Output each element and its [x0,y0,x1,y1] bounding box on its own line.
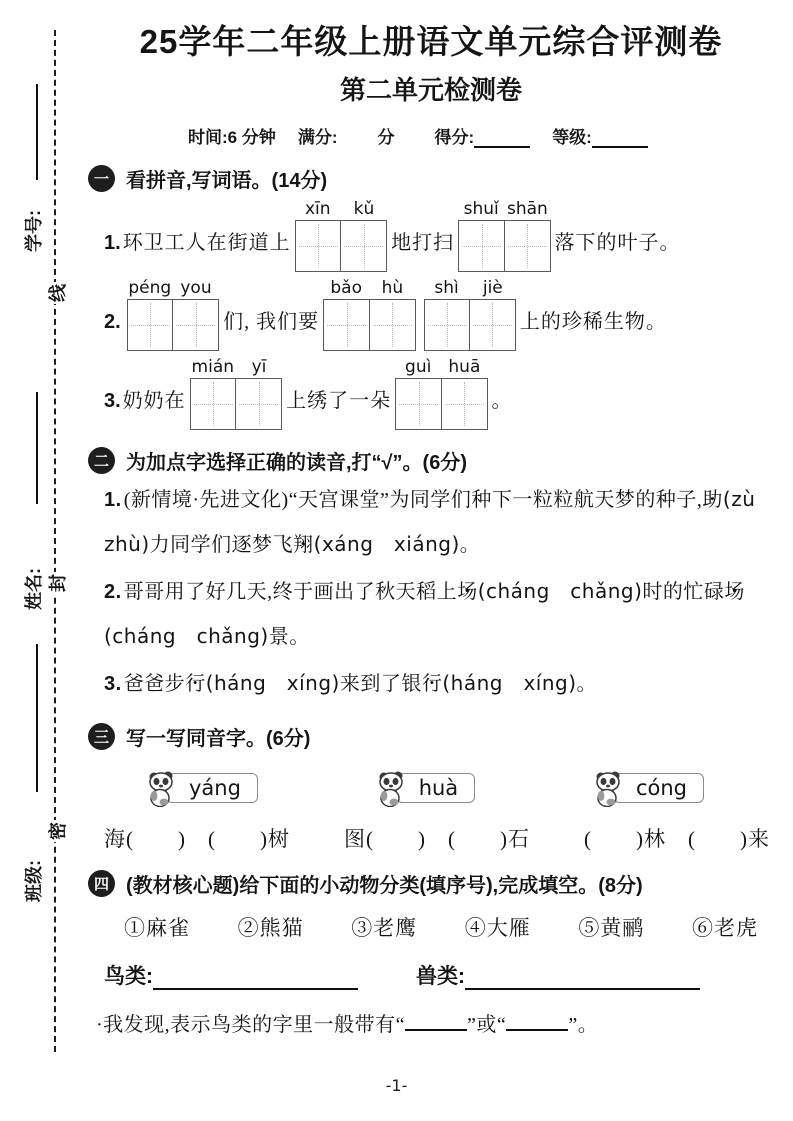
student-id-blank[interactable] [36,84,38,180]
animal-option: ③老鹰 [351,915,418,940]
write-box[interactable] [172,299,219,351]
exam-info-row [188,123,774,148]
item-text: (cháng chǎng)时的忙碌 [477,578,725,603]
pinyin-label: guì [405,356,432,377]
animal-option: ⑥老虎 [691,915,758,940]
pinyin-writebox-group [395,357,487,430]
pinyin-label: you [180,277,212,298]
item-text: (háng xíng)。 [442,670,598,695]
dotted-character: 场 • [724,581,745,603]
item-text: 上的珍稀生物。 [519,310,667,333]
paper-title: 25学年二年级上册语文单元综合评测卷 [139,23,723,60]
write-box[interactable] [295,220,342,272]
pinyin-writebox-group [458,199,550,272]
item-text: 。 [491,389,513,412]
section-2-number-icon: 二 [88,447,115,474]
section-2-header [88,446,774,475]
paper-subtitle: 第二单元检测卷 [339,74,522,105]
time-label: 时间:6 分钟 [188,127,276,147]
pinyin-label: jiè [482,277,503,298]
page-number: -1- [385,1076,408,1095]
section-4-header [88,869,774,898]
section-1-number-icon: 一 [88,165,115,192]
item-text: 爸爸步 [123,672,186,695]
item-text: ”或“ [467,1013,507,1036]
pinyin-writebox-group [127,278,219,351]
item-text: 们, 我们要 [223,310,320,333]
pinyin-writebox-group [190,357,282,430]
s2-item-1[interactable] [104,477,774,567]
discovery-blank-1[interactable] [405,1010,467,1031]
item-number: 1. [104,488,122,511]
full-score-label: 满分: [297,127,338,147]
pinyin-label: shì [434,277,459,298]
pinyin-label: xīn [305,198,331,219]
write-box[interactable] [458,220,505,272]
pinyin-tag [166,773,258,803]
pinyin-writebox-group [295,199,387,272]
s2-item-2[interactable] [104,569,774,659]
dotted-character: 助 • [702,489,723,511]
write-box[interactable] [395,378,442,430]
item-text: 奶奶在 [122,389,186,412]
section-4-title: (教材核心题)给下面的小动物分类(填序号),完成填空。(8分) [126,874,643,897]
pinyin-label: yī [251,356,267,377]
score-label: 得分: [434,127,475,147]
discovery-blank-2[interactable] [506,1010,568,1031]
write-box[interactable] [504,220,551,272]
section-2-title: 为加点字选择正确的读音,打“√”。(6分) [126,451,467,474]
dotted-character: 行 • [422,673,443,695]
item-text: 落下的叶子。 [554,231,681,254]
write-box[interactable] [190,378,237,430]
s1-item-3 [88,357,774,430]
beast-label: 兽类: [416,964,465,988]
dotted-character: 翔 • [293,534,314,556]
item-text: (zù zhù)力同学们逐梦飞 [104,486,776,556]
section-3-title: 写一写同音字。(6分) [126,727,311,750]
s2-item-3[interactable] [104,661,774,706]
pinyin-label: hù [381,277,404,298]
homophone-group: 海( ) ( )树 [104,826,290,851]
bird-label: 鸟类: [104,964,153,988]
tag-pinyin: huà [418,775,459,800]
item-text: (háng xíng)来到了银 [205,670,422,695]
write-box[interactable] [369,299,416,351]
section-3-number-icon: 三 [88,723,115,750]
animal-option: ①麻雀 [124,915,190,940]
write-box[interactable] [424,299,471,351]
item-text: (新情境·先进文化)“天宫课堂”为同学们种下一粒粒航天梦的种子, [123,488,703,511]
item-number: 3. [104,389,121,412]
classification-fill-row [104,960,774,990]
seal-dashed-line [54,30,56,1052]
tag-pinyin: yáng [189,775,241,800]
item-text: 哥哥用了好几天,终于画出了秋天稻上 [123,580,458,603]
animal-option: ②熊猫 [237,915,304,940]
s1-item-2 [88,278,774,351]
homophone-group: ( )林 ( )来 [584,826,770,851]
write-box[interactable] [340,220,387,272]
pinyin-label: kǔ [353,198,375,219]
pinyin-label: shān [506,198,548,219]
section-1-header [88,164,774,193]
write-box[interactable] [469,299,516,351]
write-box[interactable] [127,299,174,351]
section-3-header [88,722,774,751]
animal-option: ④大雁 [464,915,531,940]
item-text: ”。 [568,1013,599,1036]
student-id-label: 学号: [24,210,44,252]
item-text: 上绣了一朵 [286,389,392,412]
pinyin-label: huā [448,356,481,377]
item-text: (cháng chǎng)景。 [104,623,310,648]
pinyin-label: shuǐ [463,198,499,219]
pinyin-tag [396,773,476,803]
homophone-group: 图( ) ( )石 [344,826,530,851]
discovery-sentence [96,1008,774,1037]
write-box[interactable] [323,299,370,351]
seal-char-line: 线 [44,282,70,304]
grade-blank[interactable] [592,130,648,148]
pinyin-writebox-group [323,278,415,351]
item-number: 2. [104,310,121,333]
pinyin-tag-row [166,773,704,803]
item-text: 环卫工人在街道上 [122,231,291,254]
tag-pinyin: cóng [635,775,687,800]
class-blank[interactable] [36,644,38,792]
full-score-unit: 分 [377,127,395,147]
bird-answer-blank[interactable] [153,968,358,990]
item-number: 2. [104,580,122,603]
paper-content [88,22,774,1037]
grade-label: 等级: [552,127,592,147]
name-blank[interactable] [36,392,38,504]
homophone-answer-row[interactable] [104,823,770,853]
item-number: 1. [104,231,121,254]
seal-char-feng: 封 [44,572,70,594]
write-box[interactable] [235,378,282,430]
score-blank[interactable] [474,130,530,148]
s1-item-1 [88,199,774,272]
item-text: ·我发现,表示鸟类的字里一般带有“ [96,1013,406,1036]
pinyin-tag [613,773,704,803]
item-text: (xáng xiáng)。 [313,531,481,556]
item-number: 3. [104,672,122,695]
section-4-number-icon: 四 [88,870,115,897]
pinyin-label: bǎo [330,277,362,298]
section-1-title: 看拼音,写词语。(14分) [126,169,328,192]
panda-icon [147,771,177,807]
item-text: 地打扫 [391,231,455,254]
dotted-character: 场 • [457,581,478,603]
class-label: 班级: [24,860,44,902]
beast-answer-blank[interactable] [465,968,700,990]
write-box[interactable] [441,378,488,430]
animal-options-row [124,912,758,942]
dotted-character: 行 • [185,673,206,695]
pinyin-label: péng [128,277,172,298]
name-label: 姓名: [24,568,44,610]
pinyin-label: mián [191,356,235,377]
panda-icon [594,771,624,807]
animal-option: ⑤黄鹂 [578,915,645,940]
panda-icon [377,771,407,807]
seal-char-mi: 密 [44,820,70,842]
pinyin-writebox-group [424,278,516,351]
